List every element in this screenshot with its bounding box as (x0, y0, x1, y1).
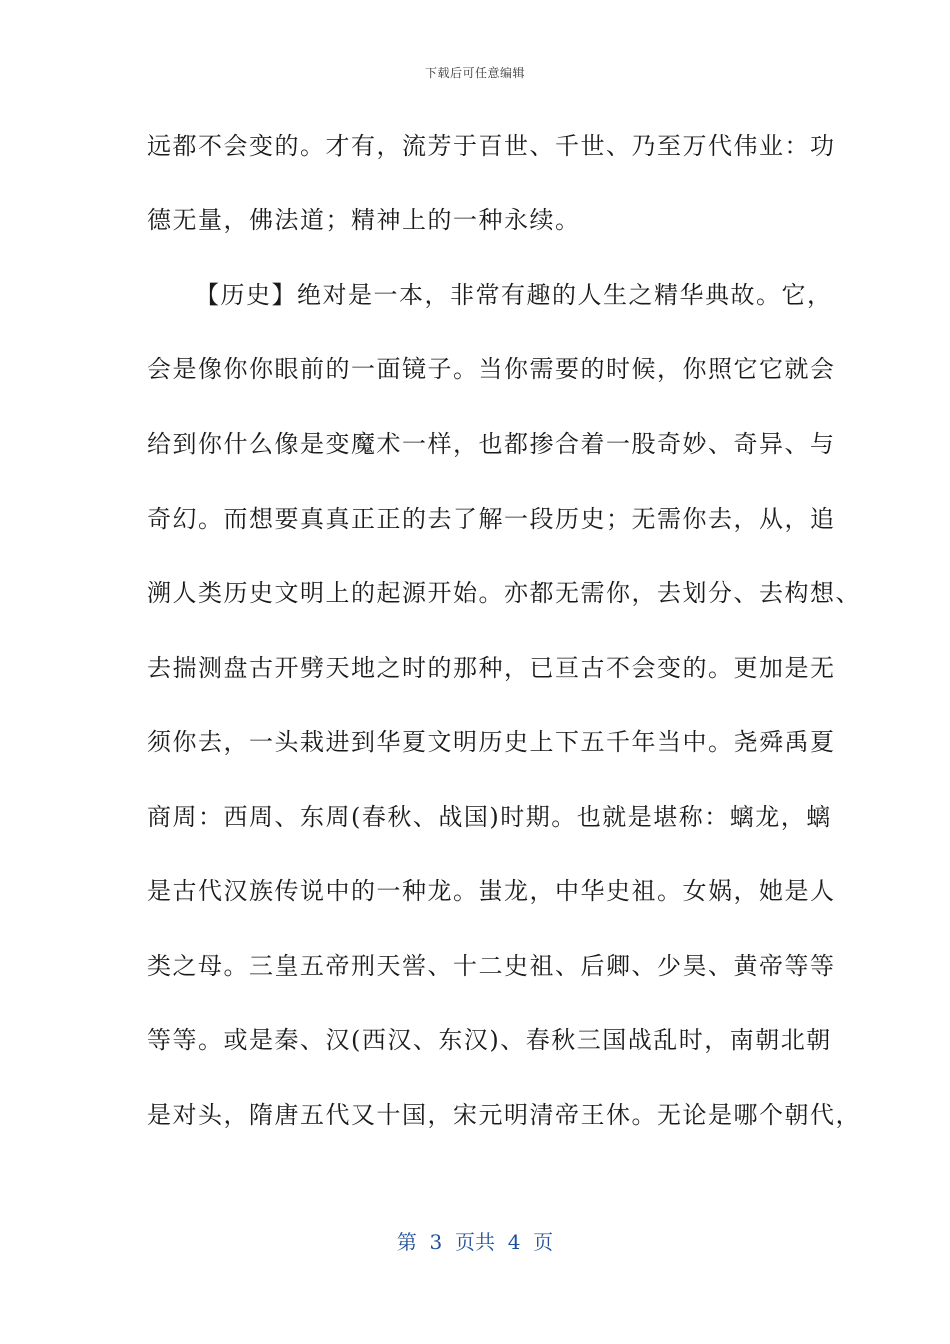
text-line: 商周：西周、东周(春秋、战国)时期。也就是堪称：螭龙，螭 (147, 803, 832, 831)
text-line: 会是像你你眼前的一面镜子。当你需要的时候，你照它它就会 (147, 355, 836, 383)
text-line: 奇幻。而想要真真正正的去了解一段历史；无需你去，从，追 (147, 505, 836, 533)
text-line: 去揣测盘古开劈天地之时的那种，已亘古不会变的。更加是无 (147, 654, 836, 682)
text-line: 须你去，一头栽进到华夏文明历史上下五千年当中。尧舜禹夏 (147, 728, 836, 756)
text-line: 是对头，隋唐五代又十国，宋元明清帝王休。无论是哪个朝代， (147, 1101, 861, 1129)
text-line: 给到你什么像是变魔术一样，也都掺合着一股奇妙、奇异、与 (147, 430, 836, 458)
page-number: 第 3 页共 4 页 (396, 1230, 554, 1254)
text-line: 远都不会变的。才有，流芳于百世、千世、乃至万代伟业：功 (147, 132, 836, 160)
page-header: 下载后可任意编辑 (424, 66, 525, 80)
text-line: 溯人类历史文明上的起源开始。亦都无需你，去划分、去构想、 (147, 579, 861, 607)
paragraph-start-line: 【历史】绝对是一本，非常有趣的人生之精华典故。它， (195, 281, 833, 309)
text-line: 德无量，佛法道；精神上的一种永续。 (147, 206, 581, 234)
text-line: 类之母。三皇五帝刑天喾、十二史祖、后卿、少昊、黄帝等等 (147, 952, 836, 980)
text-line: 等等。或是秦、汉(西汉、东汉)、春秋三国战乱时，南朝北朝 (147, 1026, 832, 1054)
text-line: 是古代汉族传说中的一种龙。蚩龙，中华史祖。女娲，她是人 (147, 877, 836, 905)
